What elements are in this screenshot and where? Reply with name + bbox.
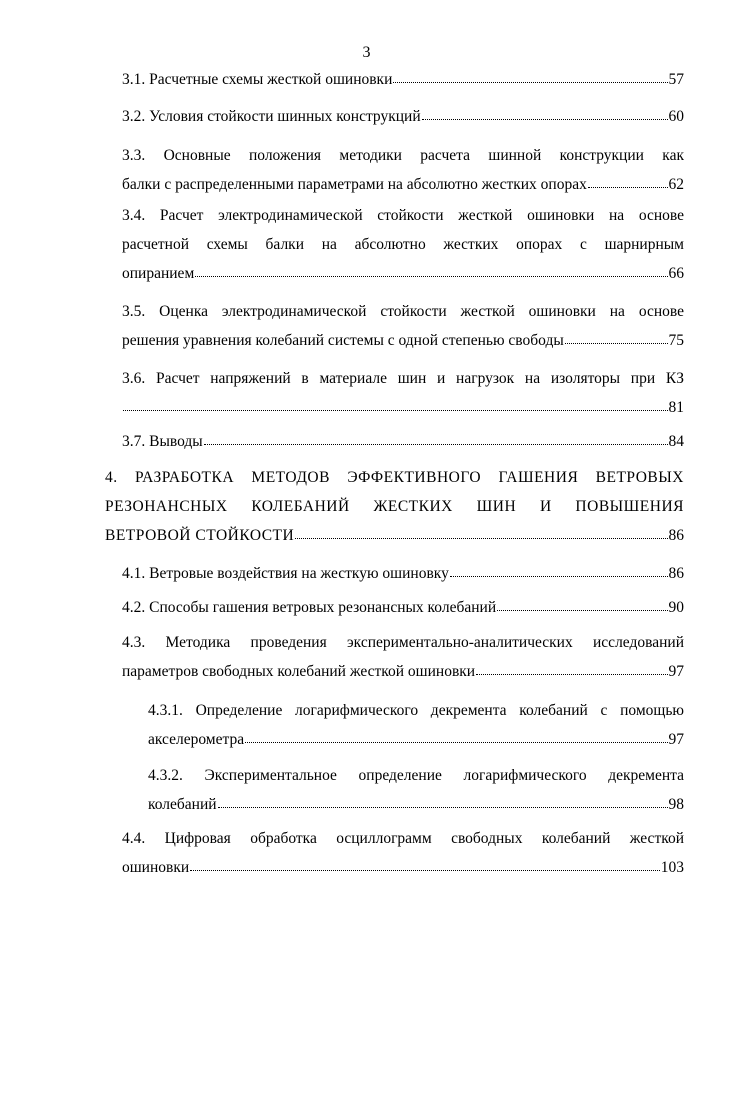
toc-entry-3-4[interactable] [122, 201, 684, 288]
toc-page: 103 [660, 859, 684, 876]
page-number: 3 [362, 44, 371, 61]
toc-page: 97 [668, 663, 684, 680]
toc-entry-line: 4.3.1. Определение логарифмического декремента колебаний с помощью [148, 702, 684, 719]
toc-entry-line: 3.5. Оценка электродинамической стойкости жесткой ошиновки на основе [122, 303, 684, 320]
toc-entry-4-3-1[interactable] [148, 696, 684, 754]
toc-entry-title: 4.1. Ветровые воздействия на жесткую ошиновку [122, 565, 449, 582]
dot-leader [218, 797, 668, 808]
toc-page: 62 [668, 176, 684, 193]
toc-entry-title: параметров свободных колебаний жесткой ошиновки [122, 663, 476, 680]
toc-page: 81 [668, 399, 684, 416]
toc-entry-line: РЕЗОНАНСНЫХ КОЛЕБАНИЙ ЖЕСТКИХ ШИН И ПОВЫШЕНИЯ [105, 498, 684, 515]
toc-entry-3-2[interactable] [122, 102, 684, 131]
toc-page: 75 [668, 332, 684, 349]
toc-page: 90 [668, 599, 684, 616]
toc-entry-line: расчетной схемы балки на абсолютно жестких опорах с шарнирным [122, 236, 684, 253]
toc-entry-line: 4. РАЗРАБОТКА МЕТОДОВ ЭФФЕКТИВНОГО ГАШЕНИЯ ВЕТРОВЫХ [105, 469, 684, 486]
toc-entry-title: ошиновки [122, 859, 190, 876]
toc-page: 86 [668, 527, 684, 544]
toc-entry-4-3[interactable] [122, 628, 684, 686]
dot-leader [450, 566, 668, 577]
toc-entry-3-1[interactable] [122, 65, 684, 94]
toc-entry-4-1[interactable] [122, 559, 684, 588]
toc-entry-line: 4.4. Цифровая обработка осциллограмм свободных колебаний жесткой [122, 830, 684, 847]
toc-page: 60 [668, 108, 684, 125]
dot-leader [588, 177, 668, 188]
toc-entry-line: 3.3. Основные положения методики расчета шинной конструкции как [122, 147, 684, 164]
toc-entry-title: решения уравнения колебаний системы с одной степенью свободы [122, 332, 564, 349]
dot-leader [476, 664, 667, 675]
toc-entry-title: 3.2. Условия стойкости шинных конструкций [122, 108, 421, 125]
toc-entry-line: 4.3. Методика проведения экспериментально-аналитических исследований [122, 634, 684, 651]
toc-entry-title: ВЕТРОВОЙ СТОЙКОСТИ [105, 527, 295, 544]
toc-entry-3-3[interactable] [122, 141, 684, 199]
toc-page: 84 [668, 433, 684, 450]
toc-page: 97 [668, 731, 684, 748]
toc-page: 66 [668, 265, 684, 282]
dot-leader [190, 860, 660, 871]
toc-entry-title: 3.1. Расчетные схемы жесткой ошиновки [122, 71, 393, 88]
dot-leader [422, 109, 668, 120]
dot-leader [204, 434, 668, 445]
toc-entry-3-7[interactable] [122, 427, 684, 456]
toc-entry-3-6[interactable] [122, 364, 684, 422]
dot-leader [565, 333, 668, 344]
dot-leader [245, 732, 667, 743]
toc-entry-line: 3.4. Расчет электродинамической стойкости жесткой ошиновки на основе [122, 207, 684, 224]
toc-entry-4-3-2[interactable] [148, 761, 684, 819]
toc-page: 57 [668, 71, 684, 88]
toc-entry-title: балки с распределенными параметрами на абсолютно жестких опорах [122, 176, 587, 193]
toc-entry-title: колебаний [148, 796, 217, 813]
toc-page: 98 [668, 796, 684, 813]
dot-leader [497, 600, 667, 611]
dot-leader [393, 72, 667, 83]
toc-entry-4-2[interactable] [122, 593, 684, 622]
toc-entry-line: 3.6. Расчет напряжений в материале шин и нагрузок на изоляторы при КЗ [122, 370, 684, 387]
toc-page: 86 [668, 565, 684, 582]
dot-leader [195, 266, 667, 277]
toc-entry-title: 4.2. Способы гашения ветровых резонансных колебаний [122, 599, 497, 616]
toc-entry-title: опиранием [122, 265, 195, 282]
toc-entry-title: 3.7. Выводы [122, 433, 203, 450]
toc-entry-title: акселерометра [148, 731, 245, 748]
toc-entry-4[interactable] [105, 463, 684, 550]
dot-leader [295, 528, 667, 539]
toc-entry-4-4[interactable] [122, 824, 684, 882]
toc-entry-3-5[interactable] [122, 297, 684, 355]
toc-entry-line: 4.3.2. Экспериментальное определение логарифмического декремента [148, 767, 684, 784]
dot-leader [123, 400, 668, 411]
